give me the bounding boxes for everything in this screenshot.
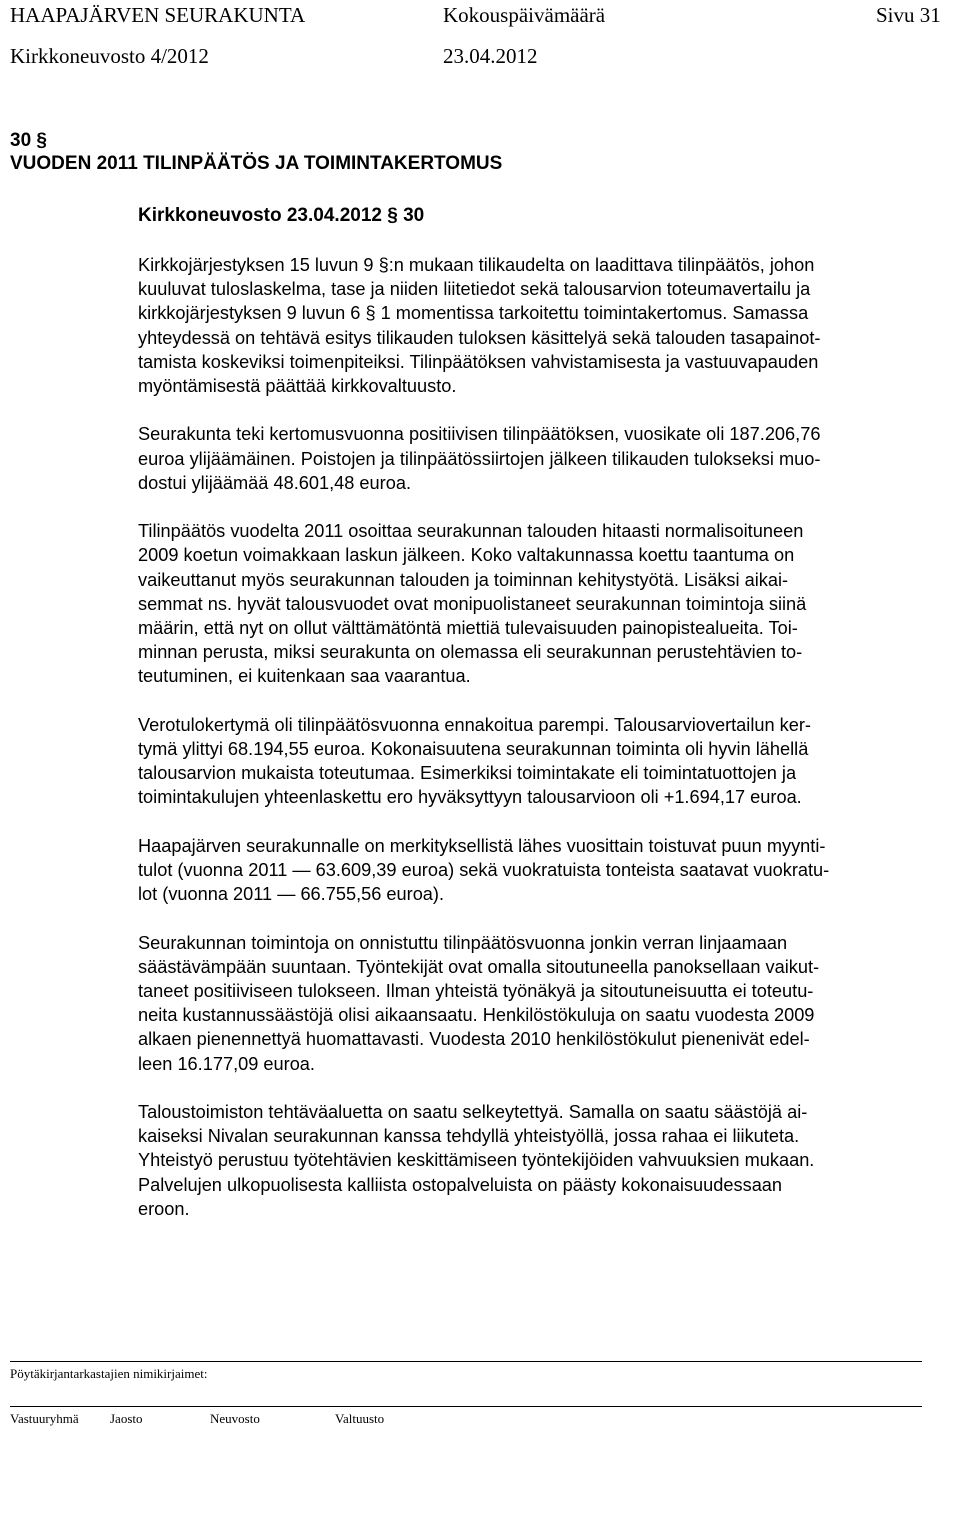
- meeting-reference: Kirkkoneuvosto 4/2012: [10, 44, 209, 68]
- text-line: kirkkojärjestyksen 9 luvun 6 § 1 momentissa tarkoitettu toimintakertomus. Samassa: [138, 303, 809, 324]
- meeting-date-label: Kokouspäivämäärä: [443, 3, 606, 27]
- text-line: tymä ylittyi 68.194,55 euroa. Kokonaisuutena seurakunnan toiminta oli hyvin lähellä: [138, 739, 809, 760]
- text-line: toimintakulujen yhteenlaskettu ero hyväksyttyyn talousarvioon oli +1.694,17 euroa.: [138, 787, 802, 808]
- text-line: taneet positiiviseen tulokseen. Ilman yhteistä työnäkyä ja sitoutuneisuutta ei toteutu-: [138, 981, 814, 1002]
- paragraph: [138, 519, 950, 688]
- text-line: Verotulokertymä oli tilinpäätösvuonna ennakoitua parempi. Talousarviovertailun ker-: [138, 714, 811, 735]
- text-line: eroon.: [138, 1198, 190, 1219]
- meeting-line: Kirkkoneuvosto 23.04.2012 § 30: [138, 205, 425, 226]
- text-line: semmat ns. hyvät talousvuodet ovat monipuolistaneet seurakunnan toimintoja siinä: [138, 593, 807, 614]
- text-line: Taloustoimiston tehtäväaluetta on saatu selkeytettyä. Samalla on saatu säästöjä ai-: [138, 1102, 808, 1123]
- section-title: VUODEN 2011 TILINPÄÄTÖS JA TOIMINTAKERTOMUS: [10, 153, 503, 174]
- paragraph: [138, 834, 950, 907]
- text-line: Seurakunta teki kertomusvuonna positiivisen tilinpäätöksen, vuosikate oli 187.206,76: [138, 424, 821, 445]
- text-line: dostui ylijäämää 48.601,48 euroa.: [138, 472, 411, 493]
- paragraph: [138, 253, 950, 398]
- paragraph: [138, 713, 950, 810]
- parish-name: HAAPAJÄRVEN SEURAKUNTA: [10, 3, 306, 27]
- text-line: talousarvion mukaista toteutumaa. Esimerkiksi toimintakate eli toimintatuottojen ja: [138, 763, 797, 784]
- text-line: määrin, että nyt on ollut välttämätöntä miettiä tulevaisuuden painopistealueita. Toi-: [138, 618, 798, 639]
- meeting-date: 23.04.2012: [443, 44, 538, 68]
- text-line: 2009 koetun voimakkaan laskun jälkeen. Koko valtakunnassa koettu taantuma on: [138, 545, 795, 566]
- text-line: Yhteistyö perustuu työtehtävien keskittämiseen työntekijöiden vahvuuksien mukaan.: [138, 1150, 815, 1171]
- text-line: Tilinpäätös vuodelta 2011 osoittaa seurakunnan talouden hitaasti normalisoituneen: [138, 521, 804, 542]
- page-number: 31: [919, 3, 941, 27]
- text-line: Seurakunnan toimintoja on onnistuttu tilinpäätösvuonna jonkin verran linjaamaan: [138, 932, 788, 953]
- body-text: [138, 253, 950, 1221]
- text-line: alkaen pienennettyä huomattavasti. Vuodesta 2010 henkilöstökulut pienenivät edel-: [138, 1029, 810, 1050]
- text-line: neita kustannussäästöjä olisi aikaansaatu. Henkilöstökuluja on saatu vuodesta 2009: [138, 1005, 815, 1026]
- footer-body-neuvosto: Neuvosto: [210, 1411, 260, 1426]
- footer-body-valtuusto: Valtuusto: [335, 1411, 385, 1426]
- text-line: vaikeuttanut myös seurakunnan talouden ja toiminnan kehitystyötä. Lisäksi aikai-: [138, 569, 789, 590]
- text-line: Haapajärven seurakunnalle on merkityksellistä lähes vuosittain toistuvat puun myynti-: [138, 835, 826, 856]
- text-line: Kirkkojärjestyksen 15 luvun 9 §:n mukaan tilikaudelta on laadittava tilinpäätös, johon: [138, 255, 815, 275]
- text-line: euroa ylijäämäinen. Poistojen ja tilinpäätössiirtojen jälkeen tilikauden tulokseksi muo-: [138, 448, 821, 469]
- text-line: myöntämisestä päättää kirkkovaltuusto.: [138, 376, 457, 397]
- page-label: Sivu: [876, 3, 915, 27]
- text-line: tulot (vuonna 2011 — 63.609,39 euroa) sekä vuokratuista tonteista saatavat vuokratu-: [138, 860, 830, 881]
- text-line: teutuminen, ei kuitenkaan saa vaarantua.: [138, 666, 471, 687]
- text-line: kuuluvat tuloslaskelma, tase ja niiden liitetiedot sekä talousarvion toteumavertailu ja: [138, 279, 811, 300]
- text-line: Palvelujen ulkopuolisesta kalliista ostopalveluista on päästy kokonaisuudessaan: [138, 1174, 783, 1195]
- section-number: 30 §: [10, 130, 47, 151]
- text-line: yhteydessä on tehtävä esitys tilikauden tuloksen käsittelyä sekä talouden tasapainot-: [138, 327, 821, 348]
- text-line: minnan perusta, miksi seurakunta on olemassa eli seurakunnan perustehtävien to-: [138, 642, 803, 663]
- paragraph: [138, 1100, 950, 1221]
- signatures-label: Pöytäkirjantarkastajien nimikirjaimet:: [10, 1366, 208, 1381]
- footer-body-vastuuryhma: Vastuuryhmä: [10, 1411, 79, 1426]
- text-line: leen 16.177,09 euroa.: [138, 1053, 315, 1074]
- footer-body-jaosto: Jaosto: [110, 1411, 143, 1426]
- text-line: tamista koskeviksi toimenpiteiksi. Tilinpäätöksen vahvistamisesta ja vastuuvapauden: [138, 351, 819, 372]
- footer-divider: [10, 1406, 922, 1407]
- page-indicator: [876, 3, 941, 27]
- footer-divider: [10, 1361, 922, 1362]
- paragraph: [138, 422, 950, 495]
- text-line: säästävämpään suuntaan. Työntekijät ovat omalla sitoutuneella panoksellaan vaikut-: [138, 956, 820, 977]
- text-line: kaiseksi Nivalan seurakunnan kanssa tehdyllä yhteistyöllä, jossa rahaa ei liikuteta.: [138, 1126, 800, 1147]
- paragraph: [138, 931, 950, 1076]
- text-line: lot (vuonna 2011 — 66.755,56 euroa).: [138, 884, 445, 905]
